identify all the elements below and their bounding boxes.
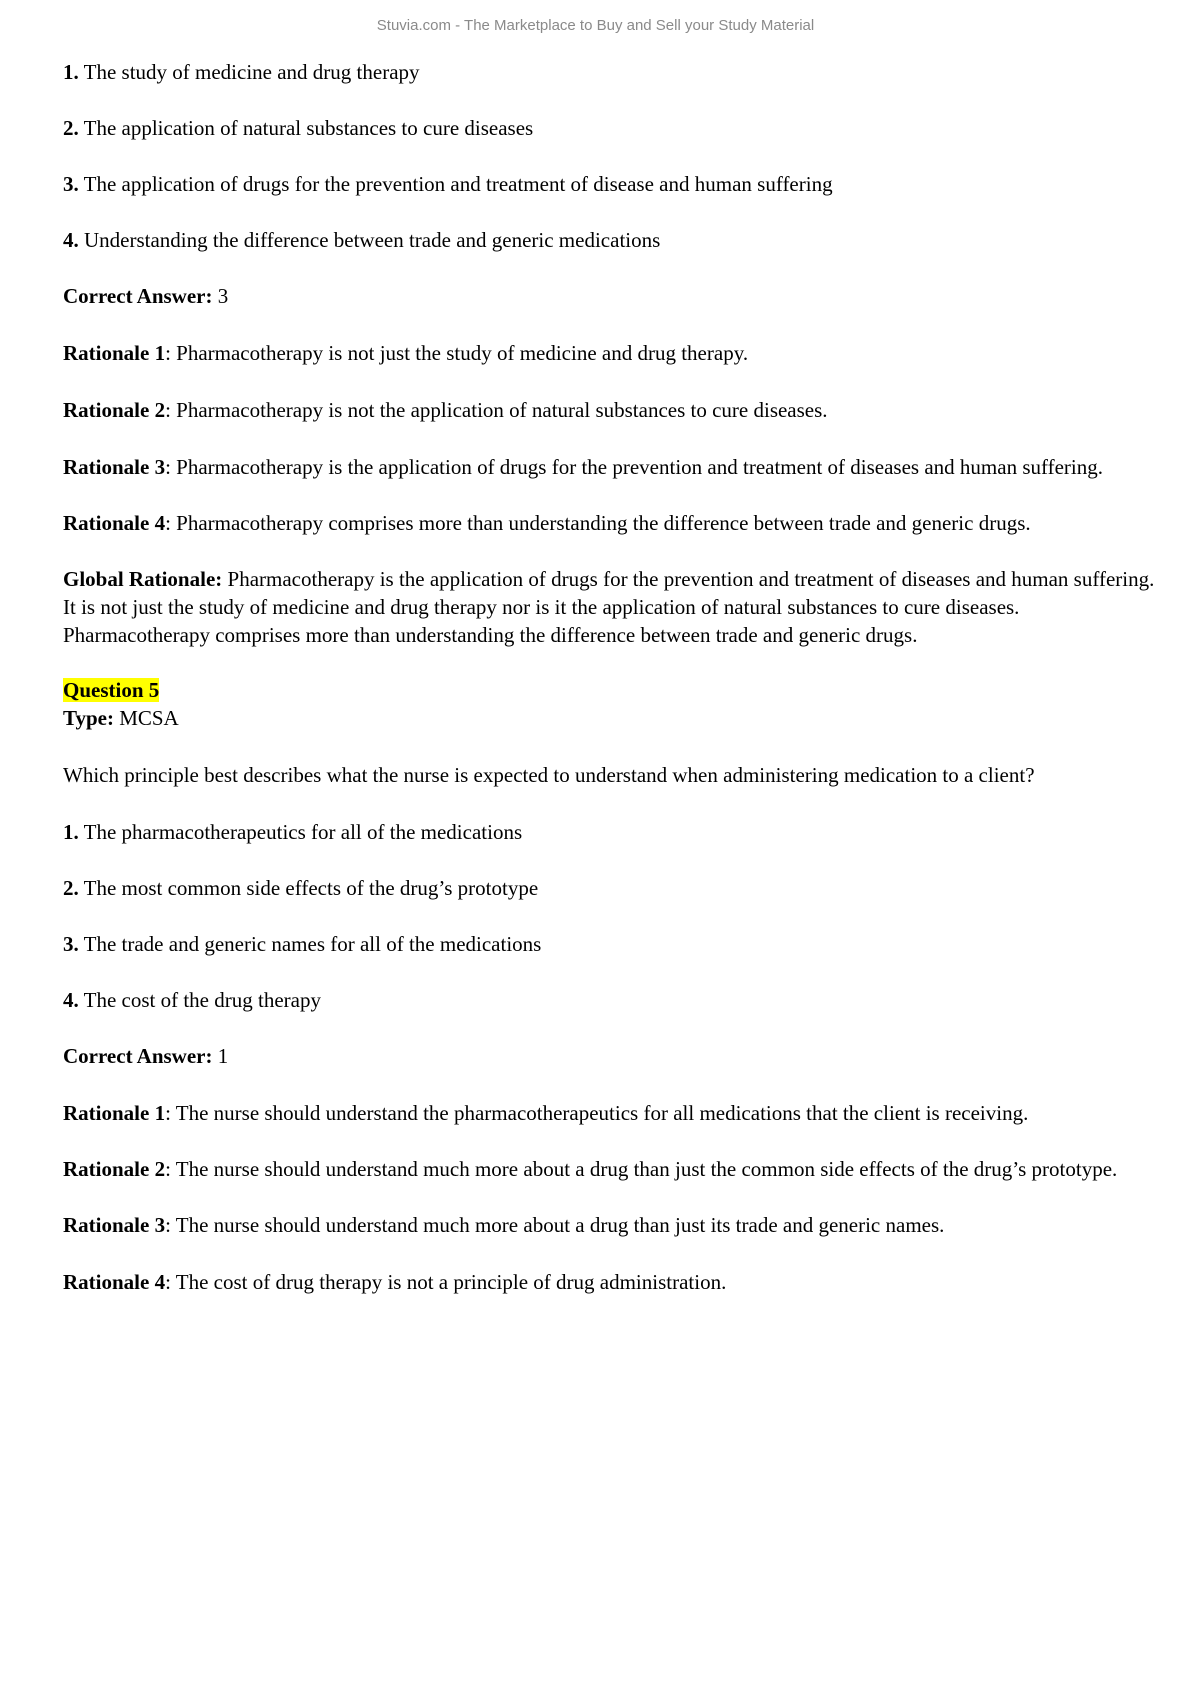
rationale-text: : The cost of drug therapy is not a principle of drug administration. — [165, 1270, 727, 1294]
option-number: 2. — [63, 876, 79, 900]
correct-answer-label: Correct Answer: — [63, 284, 213, 308]
question-type — [63, 704, 1163, 732]
rationale-label: Rationale 2 — [63, 1157, 166, 1181]
option-item — [63, 226, 1163, 254]
global-rationale-label: Global Rationale: — [63, 567, 223, 591]
correct-answer — [63, 1042, 1163, 1070]
rationale-text: : Pharmacotherapy is the application of drugs for the prevention and treatment of diseases and human suffering. — [165, 455, 1103, 479]
option-item — [63, 986, 1163, 1014]
document-body — [63, 58, 1163, 1296]
rationale — [63, 1155, 1163, 1183]
rationale — [63, 453, 1163, 481]
rationale-label: Rationale 2 — [63, 398, 166, 422]
correct-answer-value: 3 — [217, 284, 229, 308]
rationale-label: Rationale 1 — [63, 1101, 166, 1125]
global-rationale — [63, 565, 1163, 649]
rationale-text: : Pharmacotherapy comprises more than understanding the difference between trade and generic drugs. — [165, 511, 1031, 535]
rationale-text: : Pharmacotherapy is not the application of natural substances to cure diseases. — [165, 398, 828, 422]
correct-answer-label: Correct Answer: — [63, 1044, 213, 1068]
rationale-text: : The nurse should understand the pharmacotherapeutics for all medications that the client is receiving. — [165, 1101, 1029, 1125]
option-item — [63, 114, 1163, 142]
correct-answer — [63, 282, 1163, 310]
question-title: Question 5 — [63, 678, 160, 702]
option-item — [63, 818, 1163, 846]
rationale — [63, 339, 1163, 367]
question-type-value: MCSA — [113, 706, 179, 730]
question-heading — [63, 676, 1163, 704]
option-text: The pharmacotherapeutics for all of the medications — [83, 820, 523, 844]
correct-answer-value: 1 — [217, 1044, 229, 1068]
rationale — [63, 1211, 1163, 1239]
global-rationale-text: Pharmacotherapy is the application of drugs for the prevention and treatment of diseases and human suffering. It is not just the study of medicine and drug therapy nor is it the application of natural substances to cure diseases. Pharmacotherapy comprises more than understanding the difference between trade and generic drugs. — [63, 567, 1155, 647]
rationale — [63, 1268, 1163, 1296]
rationale — [63, 1099, 1163, 1127]
option-number: 4. — [63, 228, 79, 252]
option-text: The most common side effects of the drug’s prototype — [83, 876, 539, 900]
option-number: 1. — [63, 60, 79, 84]
option-text: The trade and generic names for all of the medications — [83, 932, 542, 956]
rationale — [63, 396, 1163, 424]
option-text: The cost of the drug therapy — [83, 988, 321, 1012]
rationale-label: Rationale 4 — [63, 1270, 166, 1294]
option-number: 1. — [63, 820, 79, 844]
rationale — [63, 509, 1163, 537]
rationale-label: Rationale 3 — [63, 455, 166, 479]
question-stem: Which principle best describes what the nurse is expected to understand when administering medication to a client? — [63, 763, 1035, 787]
rationale-label: Rationale 1 — [63, 341, 166, 365]
option-number: 4. — [63, 988, 79, 1012]
option-number: 3. — [63, 932, 79, 956]
option-item — [63, 930, 1163, 958]
page-watermark-header: Stuvia.com - The Marketplace to Buy and Sell your Study Material — [376, 17, 815, 34]
rationale-label: Rationale 3 — [63, 1213, 166, 1237]
option-text: The study of medicine and drug therapy — [83, 60, 420, 84]
option-text: The application of drugs for the prevention and treatment of disease and human suffering — [83, 172, 833, 196]
option-number: 2. — [63, 116, 79, 140]
rationale-text: : The nurse should understand much more about a drug than just the common side effects of the drug’s prototype. — [165, 1157, 1118, 1181]
option-item — [63, 170, 1163, 198]
question-type-label: Type: — [63, 706, 114, 730]
option-text: The application of natural substances to cure diseases — [83, 116, 534, 140]
option-item — [63, 874, 1163, 902]
rationale-label: Rationale 4 — [63, 511, 166, 535]
rationale-text: : Pharmacotherapy is not just the study of medicine and drug therapy. — [165, 341, 749, 365]
rationale-text: : The nurse should understand much more about a drug than just its trade and generic names. — [165, 1213, 945, 1237]
option-number: 3. — [63, 172, 79, 196]
option-text: Understanding the difference between trade and generic medications — [84, 228, 661, 252]
option-item — [63, 58, 1163, 86]
